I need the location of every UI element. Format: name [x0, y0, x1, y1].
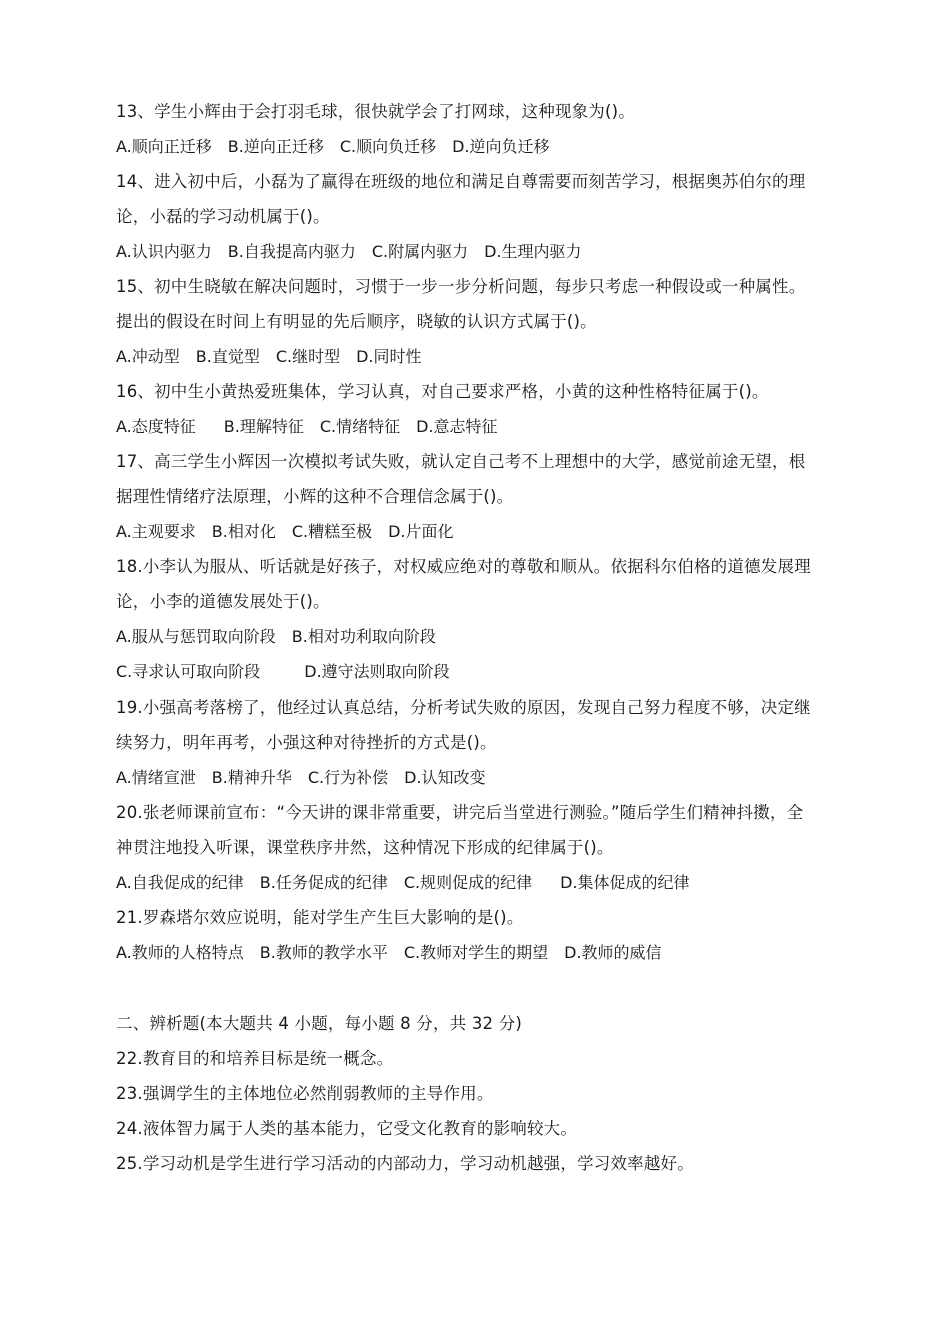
question-16-options — [116, 416, 514, 438]
question-13-text: 13、学生小辉由于会打羽毛球，很快就学会了打网球，这种现象为()。 — [116, 102, 635, 121]
option-d: D.认知改变 — [404, 768, 486, 787]
option-d: D.意志特征 — [416, 417, 498, 436]
option-b: B.逆向正迁移 — [227, 137, 324, 156]
question-14-text-line2: 论，小磊的学习动机属于()。 — [116, 207, 330, 226]
option-c: C.寻求认可取向阶段 — [116, 662, 261, 681]
question-17-text-line1: 17、高三学生小辉因一次模拟考试失败，就认定自己考不上理想中的大学，感觉前途无望，根 — [116, 452, 806, 471]
question-23-text: 23.强调学生的主体地位必然削弱教师的主导作用。 — [116, 1084, 494, 1103]
question-15-options — [116, 346, 438, 368]
option-d: D.同时性 — [356, 347, 422, 366]
option-a: A.冲动型 — [116, 347, 180, 366]
option-c: C.行为补偿 — [307, 768, 389, 787]
option-b: B.理解特征 — [223, 417, 304, 436]
question-20-options — [116, 872, 706, 894]
option-d: D.教师的威信 — [564, 943, 662, 962]
option-b: B.自我提高内驱力 — [227, 242, 356, 261]
question-18-text-line2: 论，小李的道德发展处于()。 — [116, 592, 330, 611]
option-a: A.服从与惩罚取向阶段 — [116, 627, 276, 646]
question-24-text: 24.液体智力属于人类的基本能力，它受文化教育的影响较大。 — [116, 1119, 578, 1138]
question-21-options — [116, 942, 678, 964]
option-a: A.态度特征 — [116, 417, 196, 436]
option-b: B.相对化 — [211, 522, 276, 541]
question-19-options — [116, 767, 502, 789]
question-13-options — [116, 136, 566, 158]
option-a: A.顺向正迁移 — [116, 137, 212, 156]
question-19-text-line2: 续努力，明年再考，小强这种对待挫折的方式是()。 — [116, 733, 497, 752]
question-17-text-line2: 据理性情绪疗法原理，小辉的这种不合理信念属于()。 — [116, 487, 514, 506]
question-20-text-line1: 20.张老师课前宣布：“今天讲的课非常重要，讲完后当堂进行测验。”随后学生们精神抖擞，全 — [116, 803, 804, 822]
question-18-text-line1: 18.小李认为服从、听话就是好孩子，对权威应绝对的尊敬和顺从。依据科尔伯格的道德发展理 — [116, 557, 811, 576]
option-b: B.直觉型 — [195, 347, 260, 366]
question-15-text-line1: 15、初中生晓敏在解决问题时，习惯于一步一步分析问题，每步只考虑一种假设或一种属性。 — [116, 277, 806, 296]
option-c: C.顺向负迁移 — [339, 137, 437, 156]
option-d: D.集体促成的纪律 — [560, 873, 690, 892]
question-16-text: 16、初中生小黄热爱班集体，学习认真，对自己要求严格，小黄的这种性格特征属于()。 — [116, 382, 769, 401]
question-22-text: 22.教育目的和培养目标是统一概念。 — [116, 1049, 394, 1068]
option-b: B.精神升华 — [211, 768, 292, 787]
question-20-text-line2: 神贯注地投入听课，课堂秩序井然，这种情况下形成的纪律属于()。 — [116, 838, 614, 857]
option-c: C.情绪特征 — [319, 417, 401, 436]
option-c: C.规则促成的纪律 — [403, 873, 533, 892]
option-b: B.相对功利取向阶段 — [291, 627, 436, 646]
option-a: A.情绪宣泄 — [116, 768, 196, 787]
option-c: C.继时型 — [275, 347, 341, 366]
option-c: C.糟糕至极 — [291, 522, 373, 541]
question-14-options — [116, 241, 598, 263]
option-c: C.教师对学生的期望 — [403, 943, 549, 962]
question-19-text-line1: 19.小强高考落榜了，他经过认真总结，分析考试失败的原因，发现自己努力程度不够，决定继 — [116, 698, 811, 717]
question-21-text: 21.罗森塔尔效应说明，能对学生产生巨大影响的是()。 — [116, 908, 524, 927]
option-c: C.附属内驱力 — [371, 242, 469, 261]
option-a: A.主观要求 — [116, 522, 196, 541]
section-2-heading: 二、辨析题(本大题共 4 小题，每小题 8 分，共 32 分) — [116, 1014, 523, 1033]
question-14-text-line1: 14、进入初中后，小磊为了赢得在班级的地位和满足自尊需要而刻苦学习，根据奥苏伯尔的理 — [116, 172, 806, 191]
option-d: D.生理内驱力 — [484, 242, 582, 261]
option-a: A.自我促成的纪律 — [116, 873, 244, 892]
option-d: D.逆向负迁移 — [452, 137, 550, 156]
option-a: A.教师的人格特点 — [116, 943, 244, 962]
option-d: D.片面化 — [388, 522, 454, 541]
question-18-options-row2 — [116, 661, 466, 683]
option-b: B.任务促成的纪律 — [259, 873, 388, 892]
question-18-options-row1 — [116, 626, 452, 648]
question-17-options — [116, 521, 470, 543]
question-15-text-line2: 提出的假设在时间上有明显的先后顺序，晓敏的认识方式属于()。 — [116, 312, 597, 331]
option-a: A.认识内驱力 — [116, 242, 212, 261]
option-d: D.遵守法则取向阶段 — [304, 662, 450, 681]
option-b: B.教师的教学水平 — [259, 943, 388, 962]
question-25-text: 25.学习动机是学生进行学习活动的内部动力，学习动机越强，学习效率越好。 — [116, 1154, 694, 1173]
